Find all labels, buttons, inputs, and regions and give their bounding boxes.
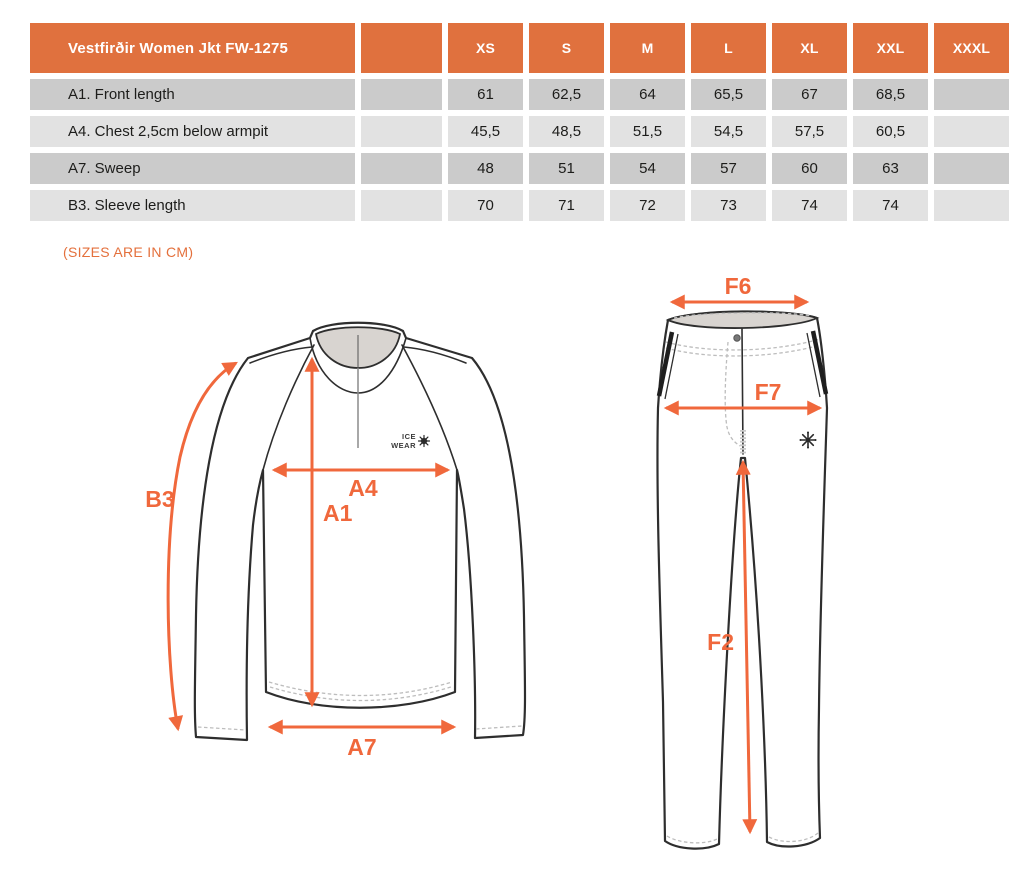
cell-value: 73 (691, 190, 766, 221)
waist-button (734, 335, 740, 341)
cell-value: 51 (529, 153, 604, 184)
cell-value: 74 (772, 190, 847, 221)
cell-value: 54 (610, 153, 685, 184)
cell-value: 63 (853, 153, 928, 184)
label-b3: B3 (145, 486, 175, 512)
cell-value: 61 (448, 79, 523, 110)
row-label: B3. Sleeve length (30, 190, 355, 221)
cell-value: 67 (772, 79, 847, 110)
arrow-f2 (743, 462, 750, 832)
column-header-s: S (529, 23, 604, 73)
row-label: A7. Sweep (30, 153, 355, 184)
cell-value: 74 (853, 190, 928, 221)
cell-value: 48,5 (529, 116, 604, 147)
label-a1: A1 (323, 500, 353, 526)
cell-value: 57 (691, 153, 766, 184)
row-blank-cell (361, 116, 442, 147)
cell-value: 68,5 (853, 79, 928, 110)
column-header-m: M (610, 23, 685, 73)
cell-value: 71 (529, 190, 604, 221)
row-label: A1. Front length (30, 79, 355, 110)
column-header-xxl: XXL (853, 23, 928, 73)
column-header-xxxl: XXXL (934, 23, 1009, 73)
pants-diagram (620, 276, 1034, 882)
row-blank-cell (361, 79, 442, 110)
label-a4: A4 (348, 475, 378, 501)
cell-value: 51,5 (610, 116, 685, 147)
table-title: Vestfirðir Women Jkt FW-1275 (30, 23, 355, 73)
cell-value: 54,5 (691, 116, 766, 147)
logo-line1: ICE (401, 432, 416, 441)
row-blank-cell (361, 153, 442, 184)
cell-value: 64 (610, 79, 685, 110)
size-table (30, 23, 1009, 221)
cell-value (934, 153, 1009, 184)
column-header-l: L (691, 23, 766, 73)
label-f2: F2 (707, 629, 734, 655)
label-f6: F6 (724, 276, 752, 299)
logo-line2: WEAR (391, 441, 416, 450)
cell-value: 65,5 (691, 79, 766, 110)
cell-value (934, 79, 1009, 110)
cell-value: 70 (448, 190, 523, 221)
cell-value: 60 (772, 153, 847, 184)
jacket-diagram (130, 285, 600, 865)
cell-value: 48 (448, 153, 523, 184)
sizes-note: (SIZES ARE IN CM) (63, 244, 194, 260)
column-header-xl: XL (772, 23, 847, 73)
row-label: A4. Chest 2,5cm below armpit (30, 116, 355, 147)
jacket-outline (195, 323, 525, 740)
cell-value (934, 190, 1009, 221)
row-blank-cell (361, 190, 442, 221)
cell-value: 62,5 (529, 79, 604, 110)
column-header-xs: XS (448, 23, 523, 73)
label-a7: A7 (347, 734, 377, 760)
cell-value: 57,5 (772, 116, 847, 147)
cell-value: 45,5 (448, 116, 523, 147)
cell-value: 72 (610, 190, 685, 221)
header-blank-cell (361, 23, 442, 73)
cell-value (934, 116, 1009, 147)
label-f7: F7 (754, 379, 782, 405)
cell-value: 60,5 (853, 116, 928, 147)
logo-snowflake-icon (419, 436, 430, 447)
